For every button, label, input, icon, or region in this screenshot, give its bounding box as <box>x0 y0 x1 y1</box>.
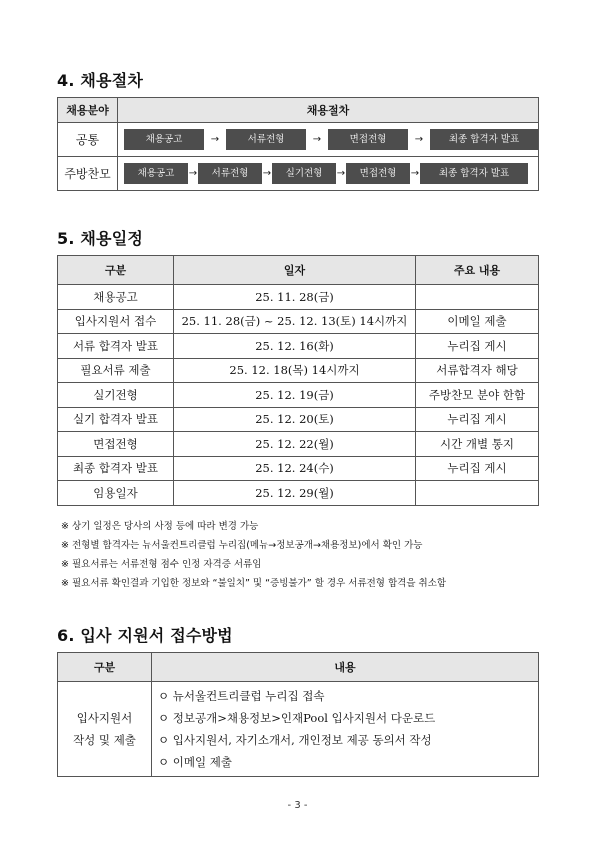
schedule-category: 임용일자 <box>58 481 174 506</box>
step-box: 최종 합격자 발표 <box>430 129 538 150</box>
procedure-flow <box>124 163 538 184</box>
schedule-note: 시간 개별 통지 <box>416 432 539 457</box>
procedure-row-common <box>58 123 539 157</box>
schedule-date: 25. 12. 22(월) <box>174 432 416 457</box>
schedule-category: 실기 합격자 발표 <box>58 407 174 432</box>
step-box: 채용공고 <box>124 129 204 150</box>
table-row <box>58 481 539 506</box>
list-item: ㅇ 이메일 제출 <box>158 755 232 769</box>
step-box: 최종 합격자 발표 <box>420 163 528 184</box>
schedule-category: 최종 합격자 발표 <box>58 456 174 481</box>
table-row <box>58 432 539 457</box>
schedule-note: 주방찬모 분야 한함 <box>416 383 539 408</box>
schedule-category: 입사지원서 접수 <box>58 309 174 334</box>
procedure-table <box>57 97 539 191</box>
table-row <box>58 456 539 481</box>
schedule-category: 서류 합격자 발표 <box>58 334 174 359</box>
schedule-note <box>416 481 539 506</box>
list-item: ㅇ 정보공개>채용정보>인재Pool 입사지원서 다운로드 <box>158 711 436 725</box>
procedure-row-kitchen <box>58 157 539 191</box>
method-category <box>58 682 152 777</box>
table-row <box>58 334 539 359</box>
step-box: 실기전형 <box>272 163 336 184</box>
procedure-header-steps: 채용절차 <box>118 98 539 123</box>
table-row <box>58 682 539 777</box>
schedule-note: 이메일 제출 <box>416 309 539 334</box>
schedule-note: 누리집 게시 <box>416 334 539 359</box>
list-item: ㅇ 입사지원서, 자기소개서, 개인정보 제공 동의서 작성 <box>158 733 432 747</box>
arrow-right-icon: → <box>312 134 322 145</box>
note-line: ※ 필요서류는 서류전형 점수 인정 자격증 서류임 <box>61 559 262 570</box>
schedule-note: 서류합격자 해당 <box>416 358 539 383</box>
schedule-date: 25. 12. 19(금) <box>174 383 416 408</box>
note-line: ※ 필요서류 확인결과 기입한 정보와 “불일치” 및 “증빙불가” 할 경우 서류전형 합격을 취소함 <box>61 578 447 589</box>
procedure-header-field: 채용분야 <box>58 98 118 123</box>
method-header-content: 내용 <box>152 653 539 682</box>
arrow-right-icon: → <box>414 134 424 145</box>
page-number: - 3 - <box>287 800 308 811</box>
section6-title: 6. 입사 지원서 접수방법 <box>57 626 233 645</box>
procedure-field: 주방찬모 <box>58 157 118 191</box>
arrow-right-icon: → <box>336 168 346 179</box>
schedule-note <box>416 285 539 310</box>
method-category-line: 작성 및 제출 <box>73 733 136 747</box>
schedule-note: 누리집 게시 <box>416 407 539 432</box>
schedule-table <box>57 255 539 506</box>
schedule-header-category: 구분 <box>58 256 174 285</box>
step-box: 채용공고 <box>124 163 188 184</box>
arrow-right-icon: → <box>188 168 198 179</box>
schedule-date: 25. 12. 20(토) <box>174 407 416 432</box>
table-row <box>58 407 539 432</box>
method-category-line: 입사지원서 <box>76 711 133 725</box>
schedule-date: 25. 12. 16(화) <box>174 334 416 359</box>
step-box: 서류전형 <box>198 163 262 184</box>
section4-title: 4. 채용절차 <box>57 71 144 90</box>
list-item: ㅇ 뉴서울컨트리클럽 누리집 접속 <box>158 689 325 703</box>
schedule-category: 실기전형 <box>58 383 174 408</box>
schedule-category: 필요서류 제출 <box>58 358 174 383</box>
schedule-date: 25. 12. 24(수) <box>174 456 416 481</box>
step-box: 면접전형 <box>328 129 408 150</box>
note-line: ※ 상기 일정은 당사의 사정 등에 따라 변경 가능 <box>61 521 259 532</box>
table-row <box>58 358 539 383</box>
application-method-table <box>57 652 539 777</box>
procedure-field: 공통 <box>58 123 118 157</box>
schedule-notes <box>61 517 446 593</box>
schedule-category: 면접전형 <box>58 432 174 457</box>
procedure-flow <box>124 129 538 150</box>
arrow-right-icon: → <box>410 168 420 179</box>
schedule-note: 누리집 게시 <box>416 456 539 481</box>
section5-title: 5. 채용일정 <box>57 229 144 248</box>
step-box: 면접전형 <box>346 163 410 184</box>
schedule-date: 25. 11. 28(금) ~ 25. 12. 13(토) 14시까지 <box>174 309 416 334</box>
note-line: ※ 전형별 합격자는 뉴서울컨트리클럽 누리집(메뉴→정보공개→채용정보)에서 확인 가능 <box>61 540 423 551</box>
arrow-right-icon: → <box>262 168 272 179</box>
schedule-header-note: 주요 내용 <box>416 256 539 285</box>
schedule-date: 25. 12. 18(목) 14시까지 <box>174 358 416 383</box>
schedule-date: 25. 12. 29(월) <box>174 481 416 506</box>
schedule-date: 25. 11. 28(금) <box>174 285 416 310</box>
table-row <box>58 383 539 408</box>
step-box: 서류전형 <box>226 129 306 150</box>
method-header-category: 구분 <box>58 653 152 682</box>
schedule-category: 채용공고 <box>58 285 174 310</box>
method-items <box>152 682 539 777</box>
arrow-right-icon: → <box>210 134 220 145</box>
table-row <box>58 309 539 334</box>
schedule-header-date: 일자 <box>174 256 416 285</box>
table-row <box>58 285 539 310</box>
